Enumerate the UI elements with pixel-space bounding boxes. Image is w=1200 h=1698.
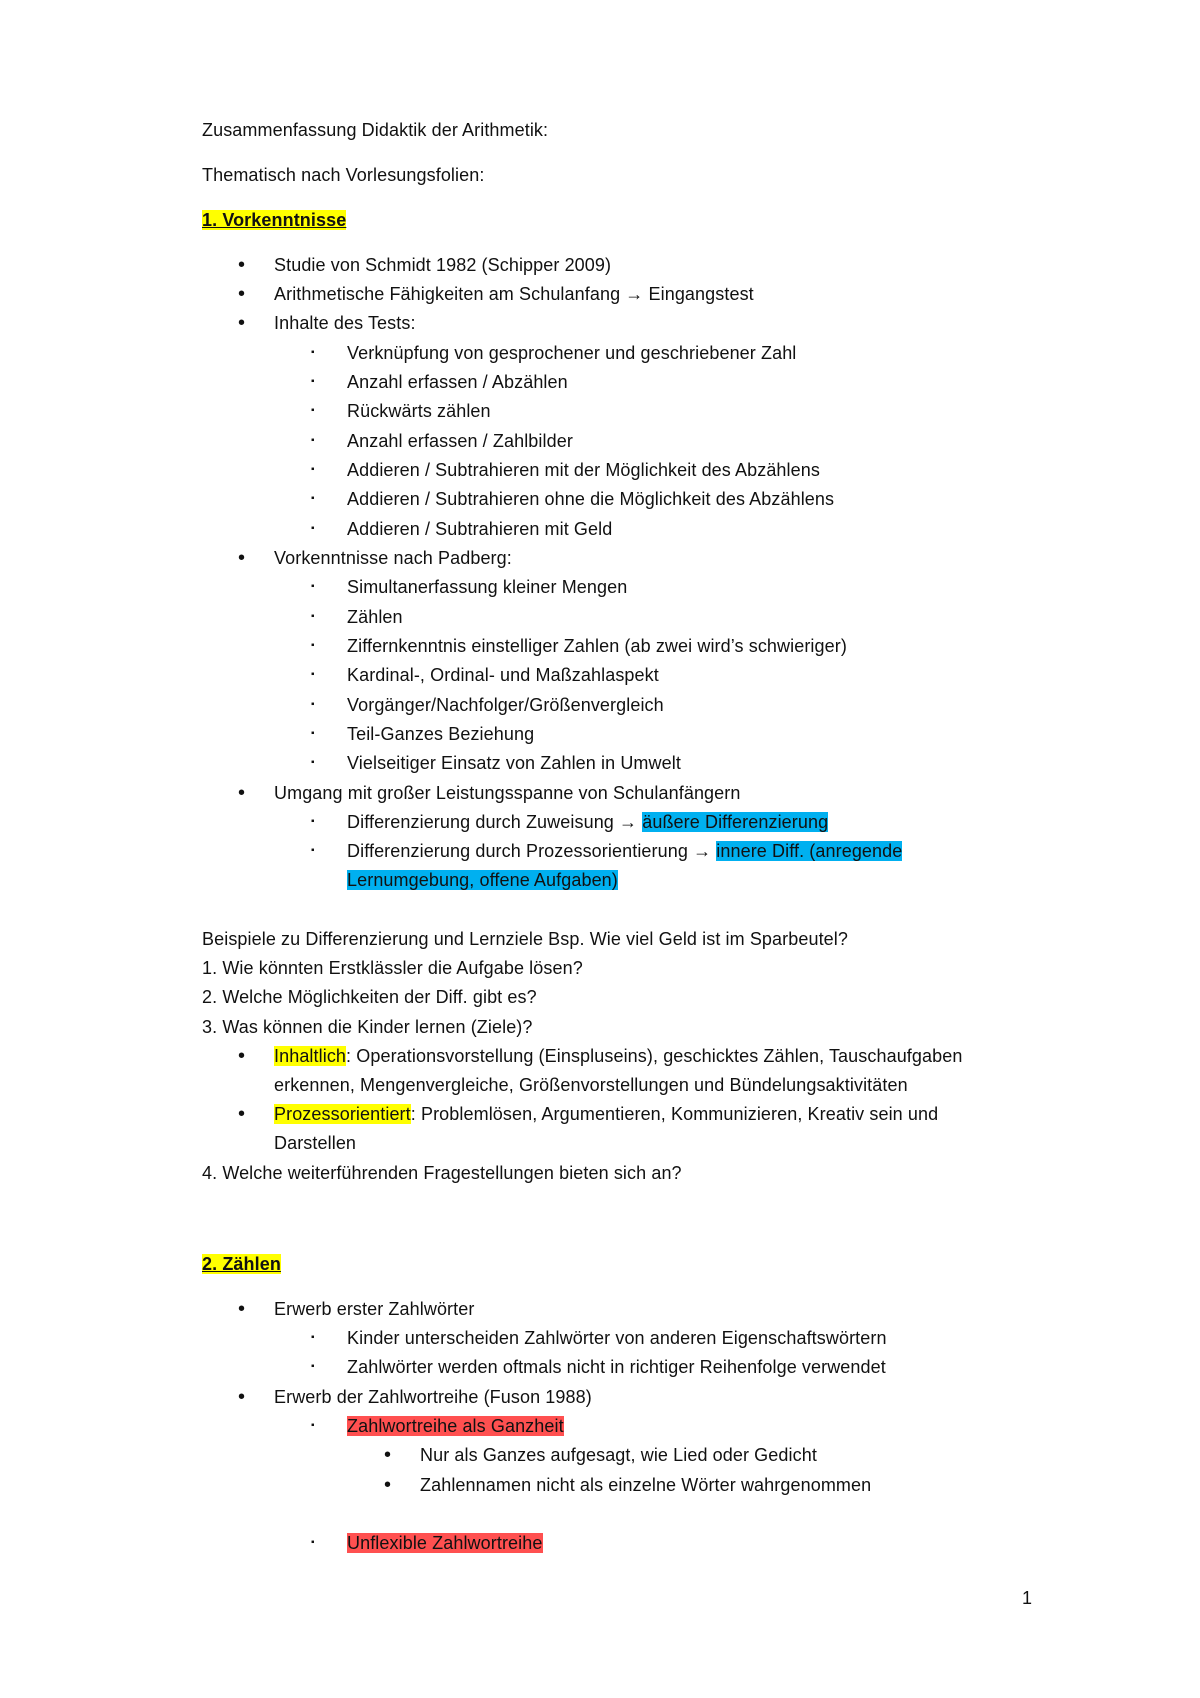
list-item	[238, 311, 416, 335]
bullet-dot-icon: •	[238, 1298, 246, 1320]
section-heading-zaehlen	[202, 1252, 281, 1276]
sub-list-item	[311, 751, 681, 775]
list-item-text: Erwerb erster Zahlwörter	[274, 1299, 475, 1319]
page-number: 1	[1022, 1588, 1033, 1608]
sub-list-item	[311, 693, 664, 717]
sub-sub-list-item	[384, 1473, 872, 1497]
bullet-dot-icon: •	[384, 1444, 392, 1466]
list-item-text: : Operationsvorstellung (Einspluseins), geschicktes Zählen, Tauschaufgaben	[346, 1046, 963, 1066]
list-item	[238, 781, 741, 805]
highlight-red: Unflexible Zahlwortreihe	[347, 1533, 543, 1553]
sub-list-item-text: Addieren / Subtrahieren ohne die Möglichkeit des Abzählens	[347, 489, 835, 509]
sub-list-item-text: Addieren / Subtrahieren mit Geld	[347, 519, 613, 539]
sub-list-item	[311, 810, 829, 834]
list-item-text: Arithmetische Fähigkeiten am Schulanfang	[274, 284, 626, 304]
bullet-dot-icon: •	[238, 1103, 246, 1125]
bullet-square-icon: ▪	[311, 435, 315, 446]
sub-list-item	[311, 722, 535, 746]
bullet-square-icon: ▪	[311, 699, 315, 710]
list-item-text: Eingangstest	[643, 284, 754, 304]
bullet-square-icon: ▪	[311, 757, 315, 768]
sub-list-item	[311, 429, 573, 453]
sub-list-item-text: Verknüpfung von gesprochener und geschriebener Zahl	[347, 343, 797, 363]
heading-text: 1. Vorkenntnisse	[202, 210, 347, 230]
bullet-dot-icon: •	[238, 1386, 246, 1408]
sub-list-item-text: Kardinal-, Ordinal- und Maßzahlaspekt	[347, 665, 659, 685]
list-item-text: Erwerb der Zahlwortreihe (Fuson 1988)	[274, 1387, 592, 1407]
sub-list-item-text: Anzahl erfassen / Zahlbilder	[347, 431, 573, 451]
list-item	[238, 282, 754, 306]
sub-list-item	[311, 370, 568, 394]
list-item-text: Umgang mit großer Leistungsspanne von Schulanfängern	[274, 783, 741, 803]
sub-list-item-text: Ziffernkenntnis einstelliger Zahlen (ab zwei wird’s schwieriger)	[347, 636, 847, 656]
list-item	[238, 546, 512, 570]
sub-list-item-text: Vielseitiger Einsatz von Zahlen in Umwelt	[347, 753, 681, 773]
sub-list-item	[311, 517, 613, 541]
highlight-yellow: Inhaltlich	[274, 1046, 347, 1066]
question-2: 2. Welche Möglichkeiten der Diff. gibt es?	[202, 987, 537, 1007]
highlight-yellow: Prozessorientiert	[274, 1104, 411, 1124]
document-subtitle: Thematisch nach Vorlesungsfolien:	[202, 165, 485, 185]
sub-list-item-text: Rückwärts zählen	[347, 401, 491, 421]
bullet-dot-icon: •	[238, 1045, 246, 1067]
sub-list-item	[311, 575, 628, 599]
highlight-blue: äußere Differenzierung	[642, 812, 829, 832]
bullet-square-icon: ▪	[311, 493, 315, 504]
sub-list-item	[311, 399, 491, 423]
bullet-dot-icon: •	[238, 547, 246, 569]
list-item-text: Inhalte des Tests:	[274, 313, 416, 333]
bullet-square-icon: ▪	[311, 1332, 315, 1343]
list-item	[238, 1044, 963, 1068]
sub-list-item-text: Vorgänger/Nachfolger/Größenvergleich	[347, 695, 664, 715]
highlight-blue: Lernumgebung, offene Aufgaben)	[347, 870, 618, 890]
sub-sub-list-item-text: Zahlennamen nicht als einzelne Wörter wahrgenommen	[420, 1475, 872, 1495]
bullet-square-icon: ▪	[311, 1537, 315, 1548]
bullet-square-icon: ▪	[311, 464, 315, 475]
question-1: 1. Wie könnten Erstklässler die Aufgabe lösen?	[202, 958, 583, 978]
bullet-square-icon: ▪	[311, 669, 315, 680]
sub-list-item	[311, 458, 820, 482]
bullet-square-icon: ▪	[311, 1420, 315, 1431]
bullet-dot-icon: •	[238, 254, 246, 276]
sub-list-item	[311, 341, 797, 365]
arrow-right-icon: →	[619, 812, 638, 832]
examples-intro: Beispiele zu Differenzierung und Lernziele Bsp. Wie viel Geld ist im Sparbeutel?	[202, 929, 848, 949]
question-4: 4. Welche weiterführenden Fragestellungen bieten sich an?	[202, 1163, 682, 1183]
sub-sub-list-item	[384, 1443, 817, 1467]
sub-list-item	[311, 663, 659, 687]
sub-list-item-text: Kinder unterscheiden Zahlwörter von anderen Eigenschaftswörtern	[347, 1328, 887, 1348]
sub-sub-list-item-text: Nur als Ganzes aufgesagt, wie Lied oder Gedicht	[420, 1445, 817, 1465]
sub-list-item	[311, 634, 847, 658]
bullet-square-icon: ▪	[311, 1361, 315, 1372]
bullet-square-icon: ▪	[311, 845, 315, 856]
sub-list-item-text: Zählen	[347, 607, 403, 627]
sub-list-item	[311, 1355, 886, 1379]
sub-list-item-text: Anzahl erfassen / Abzählen	[347, 372, 568, 392]
section-heading-vorkenntnisse	[202, 208, 346, 232]
sub-list-item-continuation	[347, 868, 618, 892]
sub-list-item	[311, 1414, 564, 1438]
list-item	[238, 253, 612, 277]
bullet-square-icon: ▪	[311, 728, 315, 739]
bullet-dot-icon: •	[238, 283, 246, 305]
sub-list-item-text: Differenzierung durch Prozessorientierung	[347, 841, 694, 861]
arrow-right-icon: →	[693, 841, 712, 861]
sub-list-item	[311, 487, 835, 511]
sub-list-item	[311, 839, 903, 863]
sub-list-item	[311, 1326, 887, 1350]
list-item-text: : Problemlösen, Argumentieren, Kommunizieren, Kreativ sein und	[410, 1104, 939, 1124]
list-item	[238, 1385, 592, 1409]
highlight-blue: innere Diff. (anregende	[716, 841, 903, 861]
sub-list-item-text: Differenzierung durch Zuweisung	[347, 812, 620, 832]
bullet-square-icon: ▪	[311, 611, 315, 622]
bullet-square-icon: ▪	[311, 347, 315, 358]
list-item	[238, 1102, 939, 1126]
sub-list-item-text: Simultanerfassung kleiner Mengen	[347, 577, 628, 597]
sub-list-item-text: Teil-Ganzes Beziehung	[347, 724, 535, 744]
bullet-dot-icon: •	[238, 782, 246, 804]
list-item-text: Studie von Schmidt 1982 (Schipper 2009)	[274, 255, 612, 275]
bullet-dot-icon: •	[238, 312, 246, 334]
list-item-continuation: Darstellen	[274, 1133, 357, 1153]
bullet-square-icon: ▪	[311, 376, 315, 387]
sub-list-item	[311, 605, 403, 629]
sub-list-item-text: Addieren / Subtrahieren mit der Möglichkeit des Abzählens	[347, 460, 820, 480]
bullet-dot-icon: •	[384, 1474, 392, 1496]
list-item	[238, 1297, 475, 1321]
list-item-continuation: erkennen, Mengenvergleiche, Größenvorstellungen und Bündelungsaktivitäten	[274, 1075, 908, 1095]
bullet-square-icon: ▪	[311, 523, 315, 534]
sub-list-item	[311, 1531, 543, 1555]
question-3: 3. Was können die Kinder lernen (Ziele)?	[202, 1017, 533, 1037]
heading-text: 2. Zählen	[202, 1254, 281, 1274]
highlight-red: Zahlwortreihe als Ganzheit	[347, 1416, 564, 1436]
list-item-text: Vorkenntnisse nach Padberg:	[274, 548, 512, 568]
arrow-right-icon: →	[625, 284, 644, 304]
sub-list-item-text: Zahlwörter werden oftmals nicht in richtiger Reihenfolge verwendet	[347, 1357, 886, 1377]
document-title: Zusammenfassung Didaktik der Arithmetik:	[202, 120, 549, 140]
bullet-square-icon: ▪	[311, 405, 315, 416]
bullet-square-icon: ▪	[311, 581, 315, 592]
bullet-square-icon: ▪	[311, 640, 315, 651]
bullet-square-icon: ▪	[311, 816, 315, 827]
